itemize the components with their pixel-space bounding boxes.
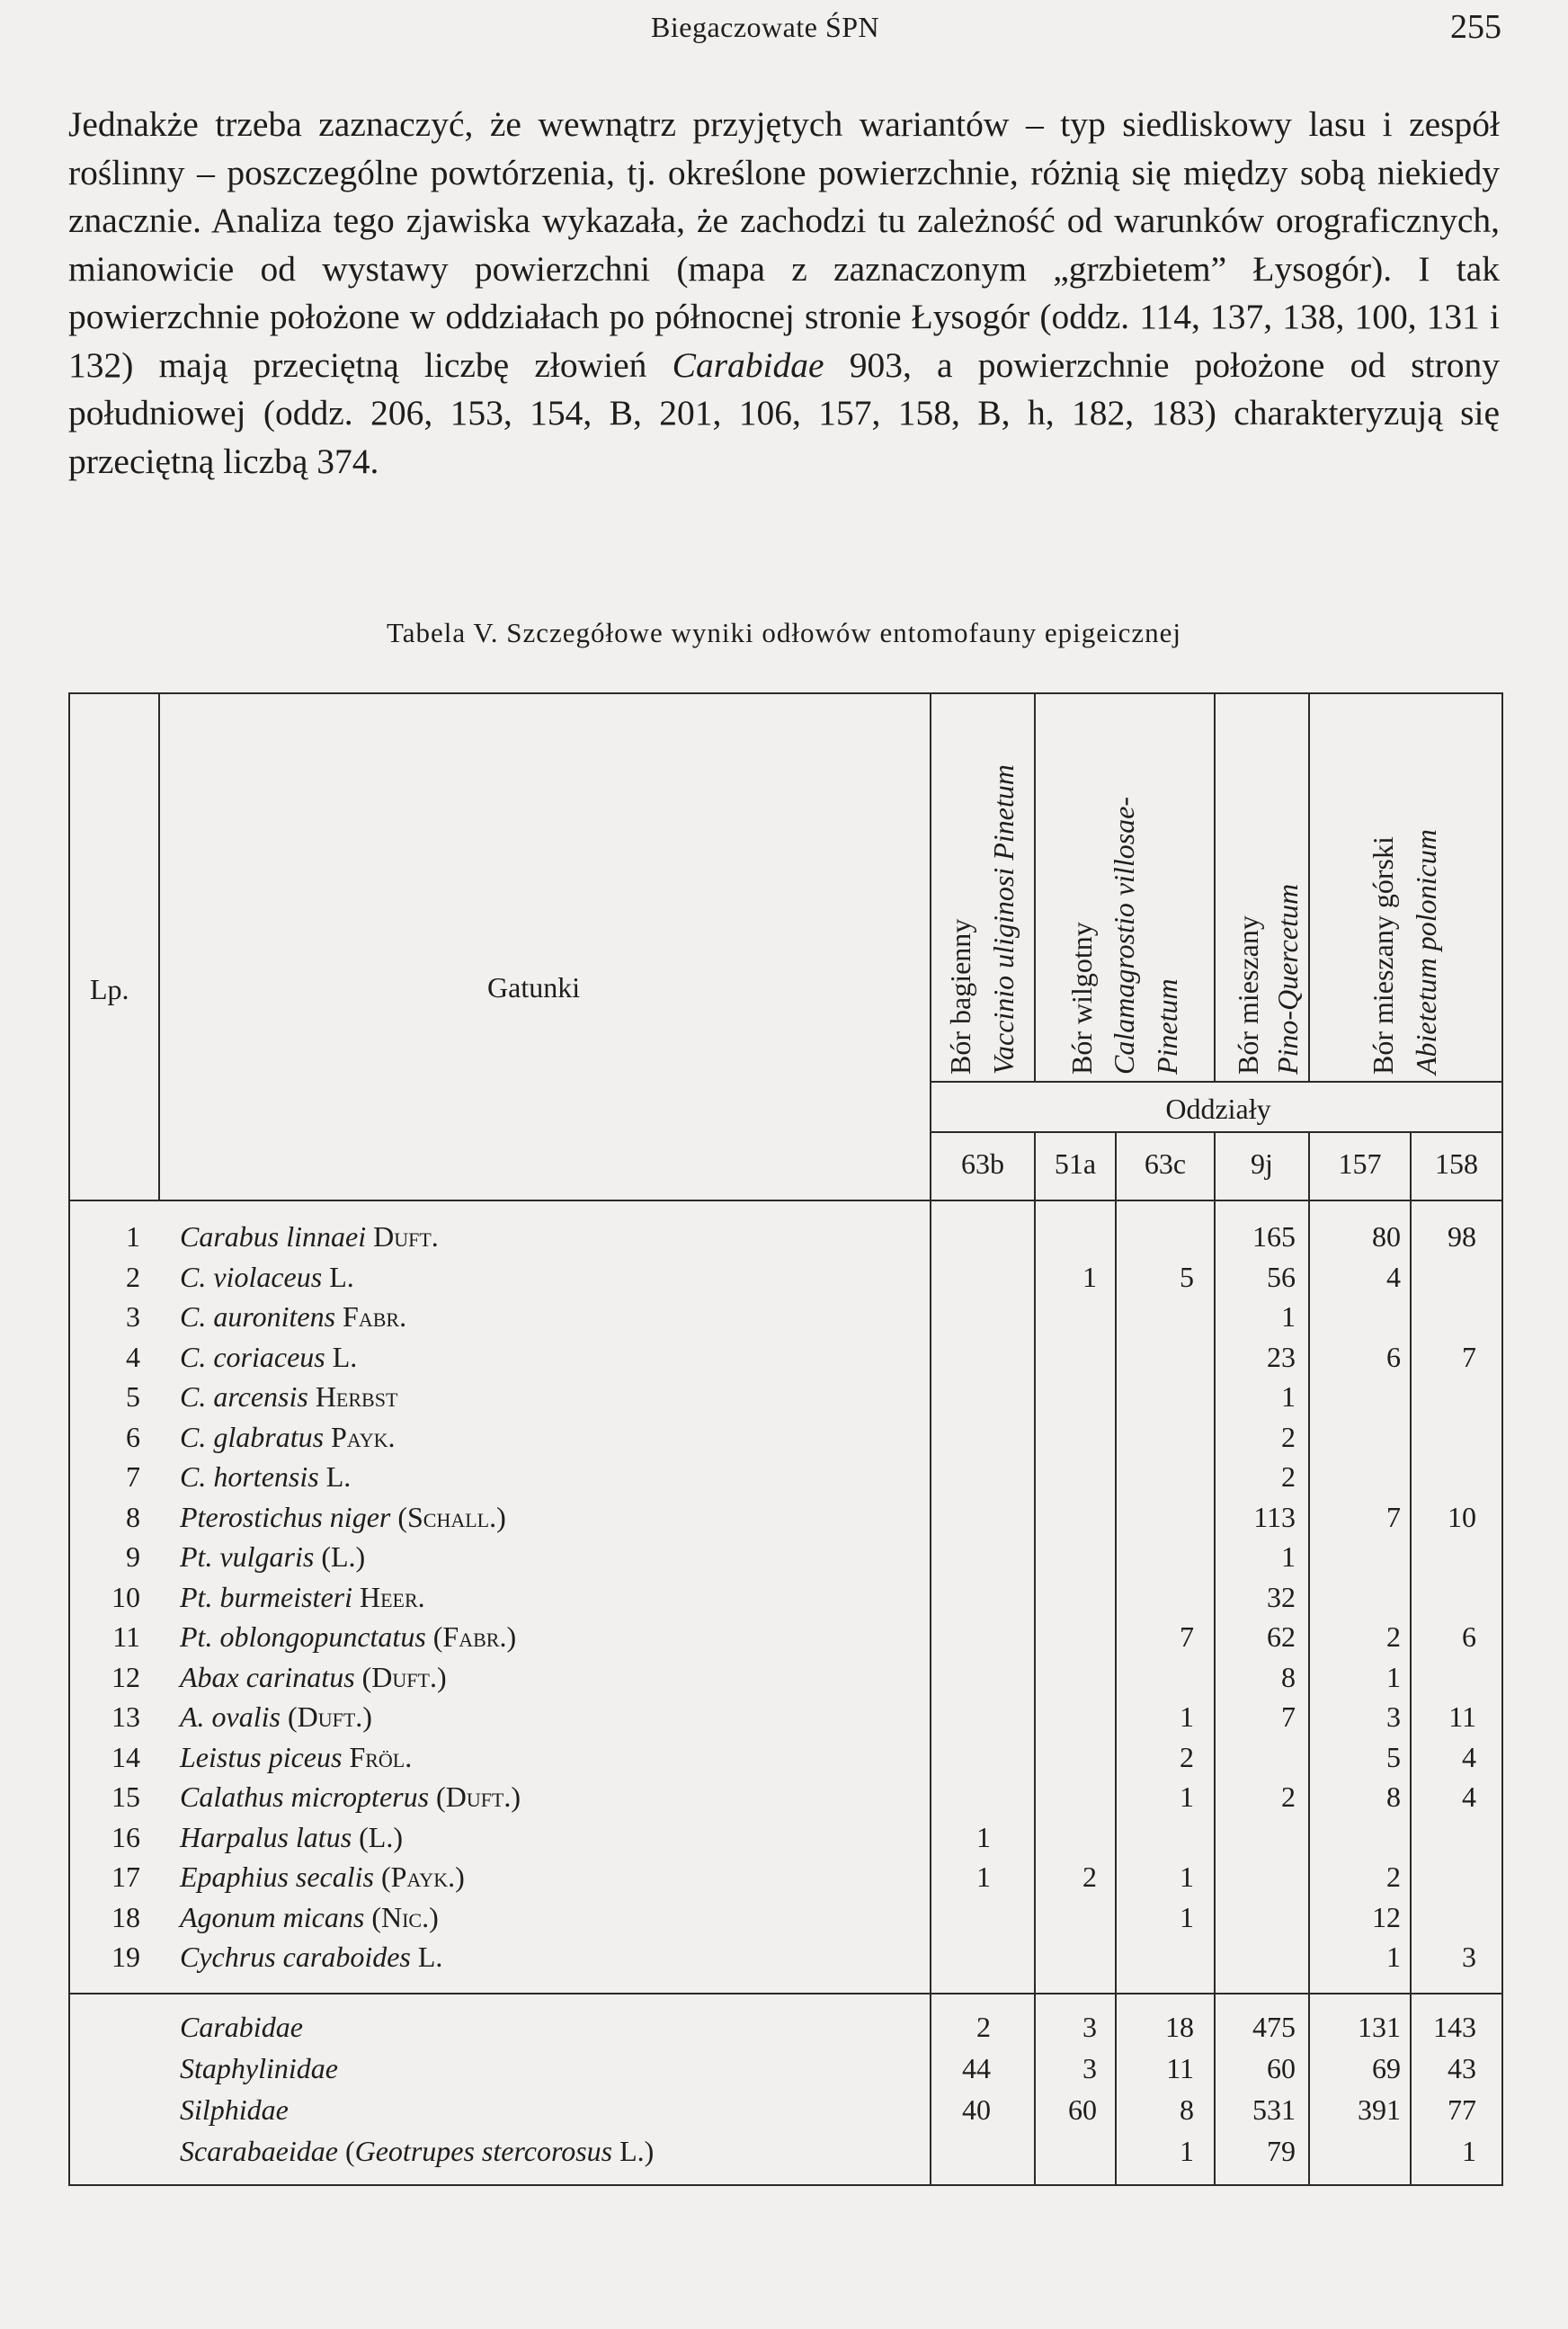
table-top-rule — [68, 692, 1501, 694]
species-author: (Schall.) — [397, 1500, 506, 1533]
group-header-2-line3: Pinetum — [1151, 978, 1183, 1075]
lp-col-rule — [158, 692, 160, 1200]
row-value-9j: 32 — [1267, 1580, 1296, 1613]
summary-value-157: 131 — [1358, 2011, 1401, 2043]
species-author: (Fabr.) — [432, 1620, 517, 1653]
species-author: L. — [417, 1941, 443, 1973]
summary-value-157: 391 — [1358, 2093, 1401, 2126]
header-bottom-rule — [68, 1200, 1501, 1201]
row-lp: 16 — [111, 1820, 140, 1853]
species-name: Epaphius secalis — [180, 1861, 374, 1893]
code-157: 157 — [1338, 1147, 1382, 1180]
row-value-157: 8 — [1386, 1780, 1401, 1813]
species-author: (L.) — [321, 1540, 366, 1573]
row-value-9j: 113 — [1253, 1500, 1296, 1533]
summary-value-63c: 1 — [1180, 2135, 1194, 2167]
species-name: C. coriaceus — [180, 1340, 325, 1373]
group-header-4-line1: Bór mieszany górski — [1367, 836, 1399, 1075]
species-name: C. auronitens — [180, 1300, 336, 1333]
row-value-157: 1 — [1386, 1941, 1401, 1973]
species-author: L. — [329, 1260, 354, 1293]
group-header-3-line2: Pino-Quercetum — [1271, 883, 1304, 1075]
row-lp: 5 — [126, 1380, 140, 1413]
row-species — [180, 1697, 372, 1736]
row-value-9j: 2 — [1281, 1420, 1296, 1453]
row-value-9j: 56 — [1267, 1260, 1296, 1293]
row-value-157: 7 — [1386, 1500, 1401, 1533]
table-row — [0, 1857, 1568, 1896]
species-name: Pt. burmeisteri — [180, 1580, 352, 1613]
row-value-63b: 1 — [976, 1861, 991, 1893]
row-species — [180, 1217, 439, 1256]
table-row — [0, 1817, 1568, 1857]
row-value-158: 6 — [1462, 1620, 1476, 1653]
species-name: Abax carinatus — [180, 1660, 355, 1693]
group2-rule-top — [1214, 692, 1216, 1081]
row-value-63c: 5 — [1180, 1260, 1194, 1293]
summary-value-51a: 60 — [1068, 2093, 1097, 2126]
table-row — [0, 1697, 1568, 1736]
summary-value-9j: 79 — [1267, 2135, 1296, 2167]
code-9j: 9j — [1251, 1147, 1273, 1180]
row-lp: 1 — [126, 1220, 140, 1253]
summary-value-51a: 3 — [1082, 2052, 1097, 2084]
summary-row — [0, 2007, 1568, 2047]
species-name: C. arcensis — [180, 1380, 308, 1413]
table-row — [0, 1897, 1568, 1937]
summary-value-158: 143 — [1433, 2011, 1476, 2043]
row-lp: 3 — [126, 1300, 140, 1333]
summary-value-51a: 3 — [1082, 2011, 1097, 2043]
row-value-158: 3 — [1462, 1941, 1476, 1973]
row-lp: 19 — [111, 1941, 140, 1973]
table-row — [0, 1217, 1568, 1256]
species-name: Agonum micans — [180, 1900, 365, 1933]
paragraph-text-1: Jednakże trzeba zaznaczyć, że wewnątrz przyjętych wariantów – typ siedliskowy lasu i zespół roślinny – poszczególne powtórzenia, tj. określone powierzchnie, różnią się między sobą niekiedy znacznie. Analiza tego zjawiska wykazała, że zachodzi tu zależność od warunków orograficznych, mianowicie od wystawy powierzchni (mapa z zaznaczonym „grzbietem” Łysogór). I tak powierzchnie położone w oddziałach po północnej stronie Łysogór (oddz. 114, 137, 138, 100, 131 i 132) mają przeciętną liczbę złowień — [68, 104, 1500, 385]
row-species — [180, 1457, 351, 1496]
row-value-9j: 165 — [1252, 1220, 1296, 1253]
row-lp: 12 — [111, 1660, 140, 1693]
summary-value-9j: 475 — [1252, 2011, 1296, 2043]
species-name: Cychrus caraboides — [180, 1941, 411, 1973]
group-header-2-line1: Bór wilgotny — [1065, 922, 1098, 1075]
group-header-1-line2: Vaccinio uliginosi Pinetum — [987, 764, 1020, 1075]
row-species — [180, 1777, 521, 1816]
table-caption: Tabela V. Szczegółowe wyniki odłowów entomofauny epigeicznej — [387, 617, 1181, 648]
row-value-9j: 2 — [1281, 1780, 1296, 1813]
species-author: Payk. — [331, 1420, 396, 1453]
row-value-9j: 2 — [1281, 1460, 1296, 1493]
row-species — [180, 1537, 365, 1576]
row-lp: 9 — [126, 1540, 140, 1573]
code-158: 158 — [1435, 1147, 1478, 1180]
species-name: C. hortensis — [180, 1460, 319, 1493]
row-value-63c: 1 — [1180, 1780, 1194, 1813]
family-name: Staphylinidae — [180, 2052, 338, 2084]
row-species — [180, 1817, 403, 1857]
header-mid-rule — [930, 1081, 1501, 1083]
family-name: Scarabaeidae — [180, 2135, 338, 2167]
summary-row — [0, 2090, 1568, 2129]
table-row — [0, 1937, 1568, 1977]
row-species — [180, 1337, 357, 1377]
row-species — [180, 1857, 465, 1896]
species-author: (Duft.) — [436, 1780, 521, 1813]
row-species — [180, 1297, 406, 1336]
species-name: Pterostichus niger — [180, 1500, 391, 1533]
family-note-author: L. — [619, 2135, 645, 2167]
group1-rule-top — [1034, 692, 1036, 1081]
group-header-2-line2: Calamagrostio villosae- — [1108, 796, 1140, 1075]
species-author: L. — [325, 1460, 352, 1493]
table-row — [0, 1577, 1568, 1617]
summary-value-63b: 44 — [962, 2052, 991, 2084]
species-name: Leistus piceus — [180, 1740, 343, 1773]
row-value-157: 2 — [1386, 1861, 1401, 1893]
row-value-158: 98 — [1448, 1220, 1476, 1253]
row-value-9j: 62 — [1267, 1620, 1296, 1653]
species-name: A. ovalis — [180, 1700, 281, 1733]
species-name: Pt. oblongopunctatus — [180, 1620, 426, 1653]
table-row — [0, 1657, 1568, 1697]
species-author: Herbst — [315, 1380, 398, 1413]
row-value-9j: 1 — [1281, 1300, 1296, 1333]
row-value-63b: 1 — [976, 1820, 991, 1853]
species-author: (L.) — [359, 1820, 403, 1853]
summary-value-157: 69 — [1372, 2052, 1401, 2084]
row-lp: 2 — [126, 1260, 140, 1293]
row-value-9j: 1 — [1281, 1540, 1296, 1573]
family-name: Carabidae — [180, 2011, 303, 2043]
code-63c: 63c — [1144, 1147, 1187, 1180]
summary-value-9j: 531 — [1252, 2093, 1296, 2126]
summary-value-9j: 60 — [1267, 2052, 1296, 2084]
group-header-4-line2: Abietetum polonicum — [1410, 829, 1442, 1075]
col-species-header: Gatunki — [487, 971, 581, 1004]
table-row — [0, 1257, 1568, 1297]
species-name: Harpalus latus — [180, 1820, 352, 1853]
group-header-3-line1: Bór mieszany — [1232, 915, 1264, 1075]
table-row — [0, 1297, 1568, 1336]
paragraph-italic-term: Carabidae — [672, 344, 824, 385]
summary-value-158: 1 — [1462, 2135, 1476, 2167]
table-row — [0, 1337, 1568, 1377]
row-lp: 11 — [112, 1620, 140, 1653]
row-value-157: 5 — [1386, 1740, 1401, 1773]
summary-value-63c: 18 — [1165, 2011, 1194, 2043]
row-value-157: 80 — [1372, 1220, 1401, 1253]
row-value-157: 2 — [1386, 1620, 1401, 1653]
species-author: Fabr. — [343, 1300, 407, 1333]
table-row — [0, 1417, 1568, 1457]
table-row — [0, 1537, 1568, 1576]
summary-row — [0, 2048, 1568, 2088]
oddzialy-rule — [930, 1131, 1501, 1133]
summary-row — [0, 2131, 1568, 2171]
row-species — [180, 1577, 425, 1617]
row-species — [180, 1417, 395, 1457]
row-species — [180, 1617, 516, 1656]
species-author: (Payk.) — [380, 1861, 465, 1893]
family-name: Silphidae — [180, 2093, 289, 2126]
row-value-158: 7 — [1462, 1340, 1476, 1373]
row-value-51a: 1 — [1082, 1260, 1097, 1293]
species-author: Duft. — [373, 1220, 439, 1253]
row-lp: 15 — [111, 1780, 140, 1813]
row-lp: 4 — [126, 1340, 140, 1373]
row-lp: 18 — [111, 1900, 140, 1933]
table-row — [0, 1377, 1568, 1416]
row-value-63c: 7 — [1180, 1620, 1194, 1653]
species-name: C. glabratus — [180, 1420, 325, 1453]
running-title: Biegaczowate ŚPN — [651, 11, 880, 43]
row-lp: 10 — [111, 1580, 140, 1613]
summary-rule — [68, 1993, 1501, 1994]
row-value-158: 4 — [1462, 1740, 1476, 1773]
row-value-157: 1 — [1386, 1660, 1401, 1693]
species-author: (Nic.) — [371, 1900, 439, 1933]
group3-rule-top — [1308, 692, 1310, 1081]
code-63b: 63b — [961, 1147, 1004, 1180]
row-value-157: 3 — [1386, 1700, 1401, 1733]
summary-family — [180, 2090, 289, 2129]
row-lp: 14 — [111, 1740, 140, 1773]
summary-family: Scarabaeidae (Geotrupes stercorosus L.) — [180, 2135, 655, 2167]
table-bottom-rule — [68, 2184, 1501, 2186]
row-species — [180, 1937, 442, 1977]
row-value-51a: 2 — [1082, 1861, 1097, 1893]
oddzialy-header: Oddziały — [1165, 1093, 1271, 1125]
row-lp: 6 — [126, 1420, 140, 1453]
table-row — [0, 1777, 1568, 1816]
row-lp: 17 — [111, 1861, 140, 1893]
species-name: C. violaceus — [180, 1260, 323, 1293]
group-header-1-line1: Bór bagienny — [944, 918, 976, 1075]
species-name: Pt. vulgaris — [180, 1540, 315, 1573]
col-lp-header: Lp. — [90, 973, 129, 1005]
summary-value-63b: 40 — [962, 2093, 991, 2126]
summary-value-63c: 8 — [1180, 2093, 1194, 2126]
row-value-9j: 23 — [1267, 1340, 1296, 1373]
row-value-158: 11 — [1448, 1700, 1476, 1733]
row-lp: 7 — [126, 1460, 140, 1493]
summary-family — [180, 2048, 338, 2088]
row-value-63c: 1 — [1180, 1700, 1194, 1733]
table-row — [0, 1737, 1568, 1777]
page-number: 255 — [1450, 8, 1501, 46]
row-value-63c: 1 — [1180, 1861, 1194, 1893]
row-species — [180, 1497, 506, 1537]
row-value-9j: 8 — [1281, 1660, 1296, 1693]
row-lp: 13 — [111, 1700, 140, 1733]
row-value-9j: 7 — [1281, 1700, 1296, 1733]
row-lp: 8 — [126, 1500, 140, 1533]
species-author: (Duft.) — [287, 1700, 372, 1733]
table-row — [0, 1457, 1568, 1496]
summary-value-63b: 2 — [976, 2011, 991, 2043]
summary-family — [180, 2007, 303, 2047]
species-author: (Duft.) — [361, 1660, 447, 1693]
table-row — [0, 1497, 1568, 1537]
row-value-157: 6 — [1386, 1340, 1401, 1373]
species-author: Heer. — [359, 1580, 425, 1613]
summary-value-158: 77 — [1448, 2093, 1476, 2126]
row-species — [180, 1657, 447, 1697]
row-value-158: 4 — [1462, 1780, 1476, 1813]
row-value-157: 12 — [1372, 1900, 1401, 1933]
row-value-9j: 1 — [1281, 1380, 1296, 1413]
row-value-63c: 1 — [1180, 1900, 1194, 1933]
species-name: Calathus micropterus — [180, 1780, 430, 1813]
row-value-158: 10 — [1448, 1500, 1476, 1533]
table-row — [0, 1617, 1568, 1656]
species-author: L. — [332, 1340, 358, 1373]
summary-value-63c: 11 — [1166, 2052, 1194, 2084]
species-author: Fröl. — [349, 1740, 413, 1773]
row-value-63c: 2 — [1180, 1740, 1194, 1773]
paragraph-text-2: 903, a powierzchnie położone od strony południowej (oddz. 206, 153, 154, B, 201, 106, 157, 158, B, h, 182, 183) charakteryzują się przeciętną liczbą 374. — [68, 344, 1501, 481]
row-species — [180, 1737, 412, 1777]
row-value-157: 4 — [1386, 1260, 1401, 1293]
summary-value-158: 43 — [1448, 2052, 1476, 2084]
row-species — [180, 1377, 397, 1416]
species-name: Carabus linnaei — [180, 1220, 367, 1253]
row-species — [180, 1257, 354, 1297]
code-51a: 51a — [1054, 1147, 1097, 1180]
family-note-species: Geotrupes stercorosus — [354, 2135, 613, 2167]
row-species — [180, 1897, 439, 1937]
